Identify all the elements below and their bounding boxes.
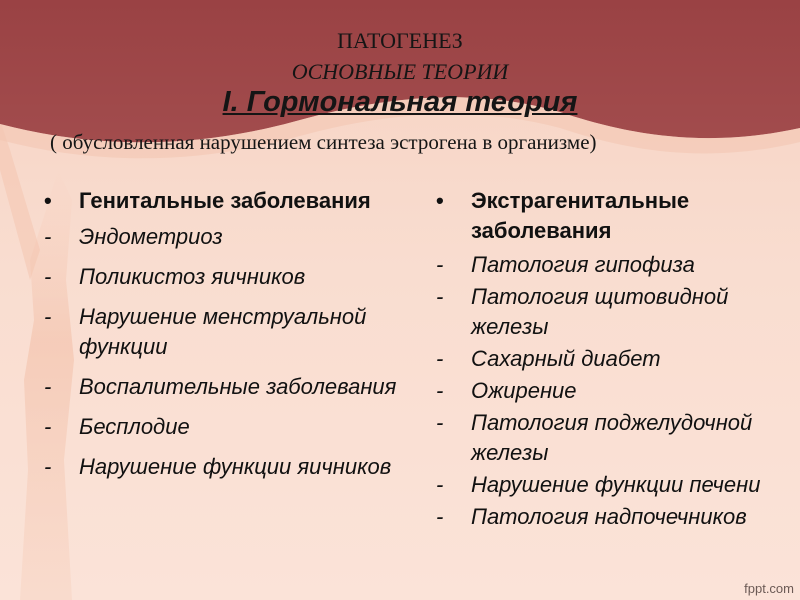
dash-marker: - bbox=[436, 284, 444, 309]
left-column bbox=[44, 186, 439, 492]
list-item bbox=[436, 376, 796, 406]
slide-title-theories: ОСНОВНЫЕ ТЕОРИИ bbox=[291, 59, 509, 84]
list-item-text: Поликистоз яичников bbox=[79, 264, 306, 289]
list-item-text: Сахарный диабет bbox=[471, 346, 661, 371]
right-heading-text: Экстрагенитальные заболевания bbox=[471, 188, 690, 243]
list-item-text: Нарушение функции яичников bbox=[79, 454, 392, 479]
dash-marker: - bbox=[44, 414, 52, 439]
dash-marker: - bbox=[436, 346, 444, 371]
dash-marker: - bbox=[436, 252, 444, 277]
list-item-text: Нарушение функции печени bbox=[471, 472, 761, 497]
list-item-text: Патология поджелудочной железы bbox=[471, 410, 753, 465]
list-item-text: Патология гипофиза bbox=[471, 252, 695, 277]
list-item bbox=[436, 408, 796, 468]
dash-marker: - bbox=[44, 304, 52, 329]
dash-marker: - bbox=[44, 374, 52, 399]
dash-marker: - bbox=[436, 504, 444, 529]
list-item-text: Патология надпочечников bbox=[471, 504, 747, 529]
slide-heading-hormonal-theory: I. Гормональная теория bbox=[222, 86, 578, 118]
list-item bbox=[44, 302, 439, 362]
list-item-text: Патология щитовидной железы bbox=[471, 284, 729, 339]
list-item-text: Ожирение bbox=[471, 378, 577, 403]
left-heading bbox=[44, 186, 439, 216]
right-heading bbox=[436, 186, 796, 246]
list-item-text: Воспалительные заболевания bbox=[79, 374, 397, 399]
list-item bbox=[436, 282, 796, 342]
list-item bbox=[44, 372, 439, 402]
list-item-text: Эндометриоз bbox=[79, 224, 223, 249]
slide-subtitle: ( обусловленная нарушением синтеза эстрогена в организме) bbox=[50, 130, 597, 154]
list-item bbox=[436, 470, 796, 500]
list-item-text: Бесплодие bbox=[79, 414, 190, 439]
slide-title: ПАТОГЕНЕЗ bbox=[337, 28, 463, 53]
list-item bbox=[44, 452, 439, 482]
dash-marker: - bbox=[436, 472, 444, 497]
right-column bbox=[436, 186, 796, 534]
dash-marker: - bbox=[44, 224, 52, 249]
bullet-marker: • bbox=[436, 188, 444, 213]
dash-marker: - bbox=[436, 378, 444, 403]
list-item bbox=[436, 250, 796, 280]
list-item bbox=[44, 222, 439, 252]
dash-marker: - bbox=[436, 410, 444, 435]
list-item bbox=[44, 412, 439, 442]
list-item bbox=[44, 262, 439, 292]
left-heading-text: Генитальные заболевания bbox=[79, 188, 371, 213]
dash-marker: - bbox=[44, 454, 52, 479]
dash-marker: - bbox=[44, 264, 52, 289]
bullet-marker: • bbox=[44, 188, 52, 213]
list-item bbox=[436, 502, 796, 532]
list-item-text: Нарушение менструальной функции bbox=[79, 304, 367, 359]
watermark: fppt.com bbox=[744, 581, 794, 596]
list-item bbox=[436, 344, 796, 374]
